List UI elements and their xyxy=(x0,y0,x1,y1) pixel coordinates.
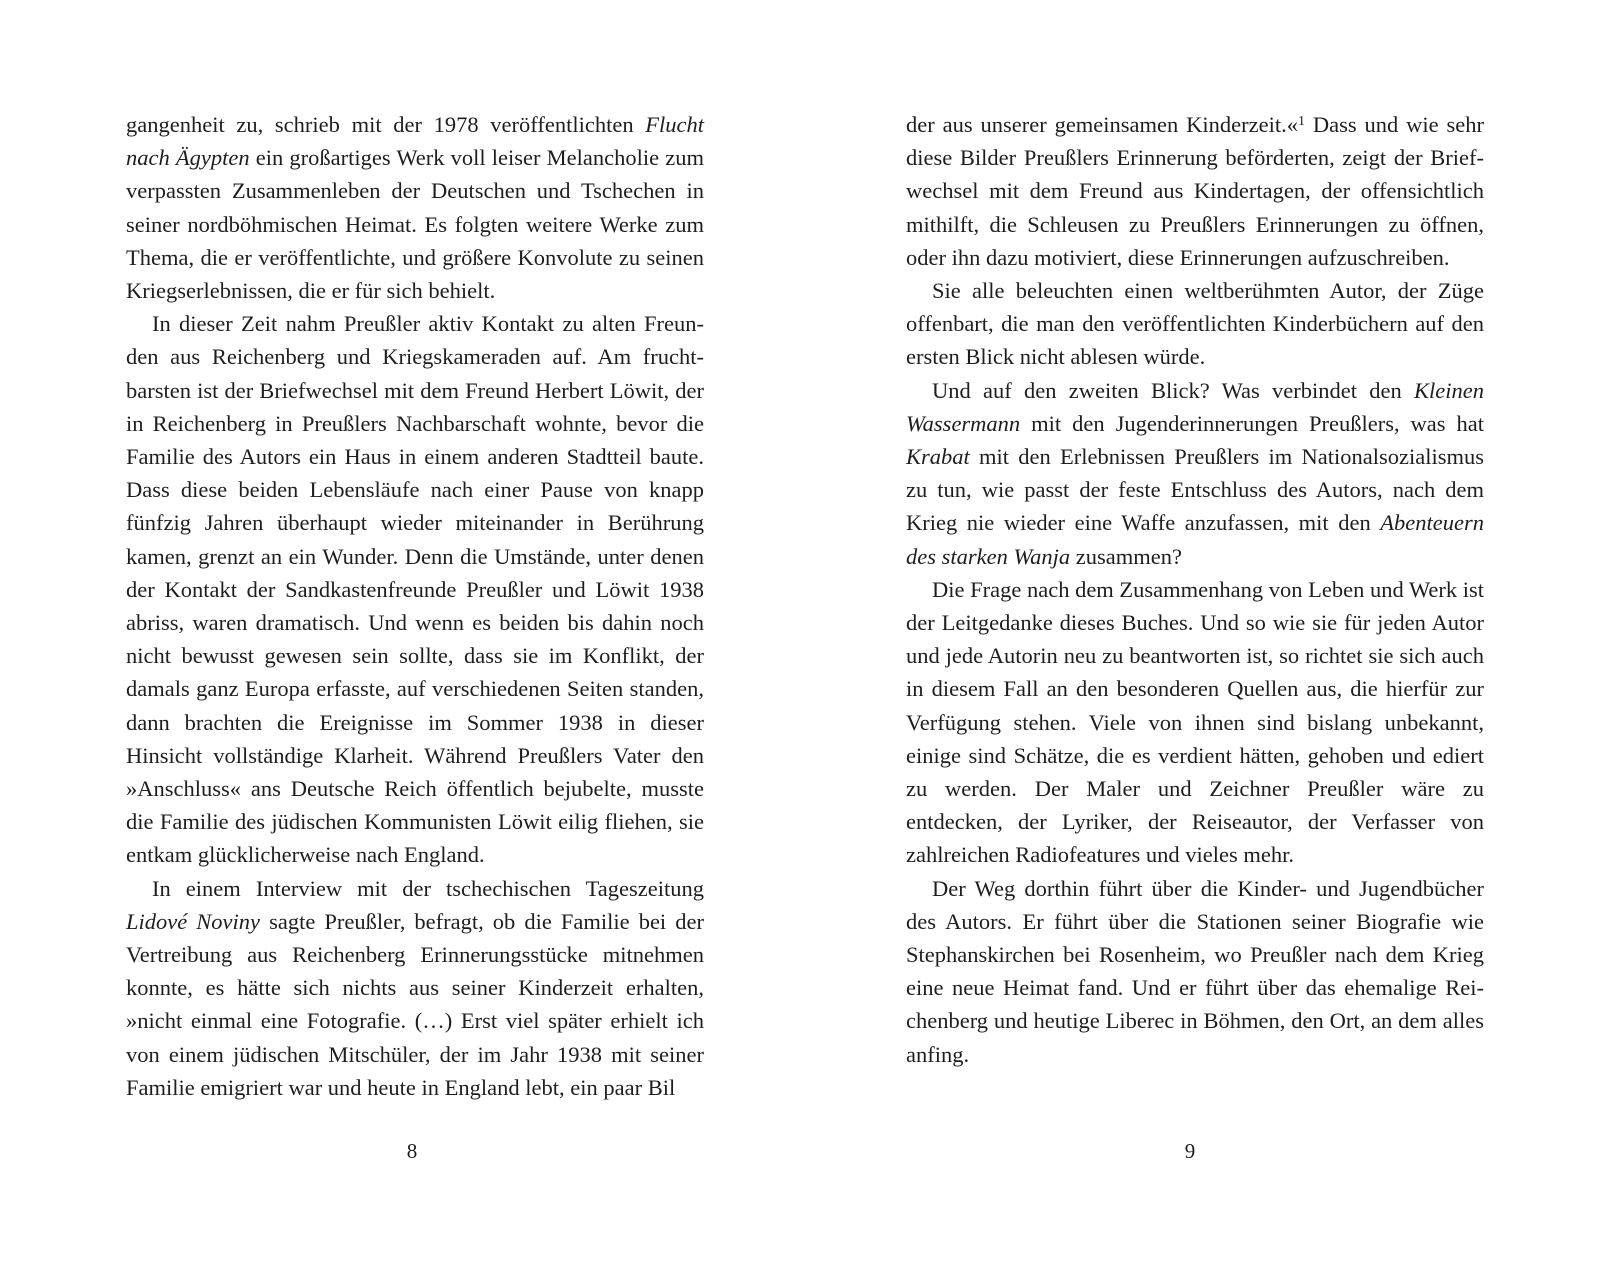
text-run: sagte Preußler, befragt, ob die Familie bei der Vertreibung aus Reichenberg Erinnerungsstücke mitnehmen konnte, es hätte sich nichts aus seiner Kinderzeit erhalten, »nicht einmal eine Fotografie. (…) Erst viel später erhielt ich von einem jüdischen Mitschüler, der im Jahr 1938 mit seiner Familie emigriert war und heute in England lebt, ein paar Bil xyxy=(126,908,704,1100)
paragraph xyxy=(126,307,704,871)
text-run: zusammen? xyxy=(1070,543,1183,569)
paragraph xyxy=(126,872,704,1104)
text-run: Dass und wie sehr diese Bilder Preußlers Erinnerung beförderten, zeigt der Briefwechsel mit dem Freund aus Kindertagen, der offensichtlich mithilft, die Schleusen zu Preußlers Erinnerungen zu öffnen, oder ihn dazu motiviert, diese Erinnerungen aufzuschreiben. xyxy=(906,112,1484,270)
book-title: Krabat xyxy=(906,444,970,470)
text-run: Der Weg dorthin führt über die Kinder- und Jugendbücher des Autors. Er führt über die Stationen seiner Biografie wie Stephanskirchen bei Rosenheim, wo Preußler nach dem Krieg eine neue Heimat fand. Und er führt über das ehemalige Reichenberg und heutige Liberec in Böhmen, den Ort, an dem alles anfing. xyxy=(906,875,1484,1067)
right-page xyxy=(800,0,1600,1274)
text-run: In dieser Zeit nahm Preußler aktiv Kontakt zu alten Freunden aus Reichenberg und Kriegskameraden auf. Am fruchtbarsten ist der Briefwechsel mit dem Freund Herbert Löwit, der in Reichenberg in Preußlers Nachbarschaft wohnte, bevor die Familie des Autors ein Haus in einem anderen Stadtteil baute. Dass diese beiden Lebensläufe nach einer Pause von knapp fünfzig Jahren überhaupt wieder miteinander in Berührung kamen, grenzt an ein Wunder. Denn die Umstände, unter denen der Kontakt der Sandkastenfreunde Preußler und Löwit 1938 abriss, waren dramatisch. Und wenn es beiden bis dahin noch nicht bewusst gewesen sein sollte, dass sie im Konflikt, der damals ganz Europa erfasste, auf verschiedenen Seiten standen, dann brachten die Ereignisse im Sommer 1938 in dieser Hinsicht vollständige Klarheit. Während Preußlers Vater den »Anschluss« ans Deutsche Reich öffentlich bejubelte, musste die Familie des jüdischen Kommunisten Löwit eilig fliehen, sie entkam glücklicherweise nach England. xyxy=(126,311,704,868)
footnote-marker: 1 xyxy=(1298,114,1305,129)
paragraph xyxy=(906,108,1484,274)
book-title: Flucht nach Ägypten xyxy=(126,112,704,171)
text-run: mit den Jugenderinnerungen Preußlers, was hat xyxy=(1020,410,1484,436)
book-title: Kleinen Wassermann xyxy=(906,377,1484,436)
paragraph xyxy=(906,573,1484,872)
text-run: der aus unserer gemeinsamen Kinderzeit.« xyxy=(906,112,1298,137)
book-title: Abenteuern des starken Wanja xyxy=(906,510,1484,569)
paragraph xyxy=(126,108,704,307)
text-run: In einem Interview mit der tschechischen Tageszeitung xyxy=(152,875,704,901)
paragraph xyxy=(906,374,1484,573)
newspaper-title: Lidové Noviny xyxy=(126,908,261,934)
paragraph xyxy=(906,274,1484,374)
right-page-text xyxy=(906,108,1484,1071)
text-run: gangenheit zu, schrieb mit der 1978 veröffentlichten xyxy=(126,112,646,137)
left-page-text xyxy=(126,108,704,1104)
text-run: mit den Erlebnissen Preußlers im Nationalsozialismus zu tun, wie passt der feste Entschluss des Autors, nach dem Krieg nie wieder eine Waffe anzufassen, mit den xyxy=(906,444,1484,536)
text-run: ein großartiges Werk voll leiser Melancholie zum verpassten Zusammenleben der Deutschen und Tschechen in seiner nordböhmischen Heimat. Es folgten weitere Werke zum Thema, die er veröffentlichte, und größere Konvolute zu seinen Kriegserlebnissen, die er für sich behielt. xyxy=(126,145,704,304)
text-run: Die Frage nach dem Zusammenhang von Leben und Werk ist der Leitgedanke dieses Buches. Und so wie sie für jeden Autor und jede Autorin neu zu beantworten ist, so richtet sie sich auch in diesem Fall an den besonderen Quellen aus, die hierfür zur Verfügung stehen. Viele von ihnen sind bislang unbekannt, einige sind Schätze, die es verdient hätten, gehoben und ediert zu werden. Der Maler und Zeichner Preußler wäre zu entdecken, der Lyriker, der Reiseautor, der Verfasser von zahlreichen Radiofeatures und vieles mehr. xyxy=(906,576,1484,868)
page-number: 8 xyxy=(406,1139,418,1163)
page-number: 9 xyxy=(1184,1139,1196,1163)
text-run: Sie alle beleuchten einen weltberühmten Autor, der Züge offenbart, die man den veröffentlichten Kinderbüchern auf den ersten Blick nicht ablesen würde. xyxy=(906,278,1484,370)
text-run: Und auf den zweiten Blick? Was verbindet den xyxy=(932,377,1415,403)
paragraph xyxy=(906,872,1484,1071)
